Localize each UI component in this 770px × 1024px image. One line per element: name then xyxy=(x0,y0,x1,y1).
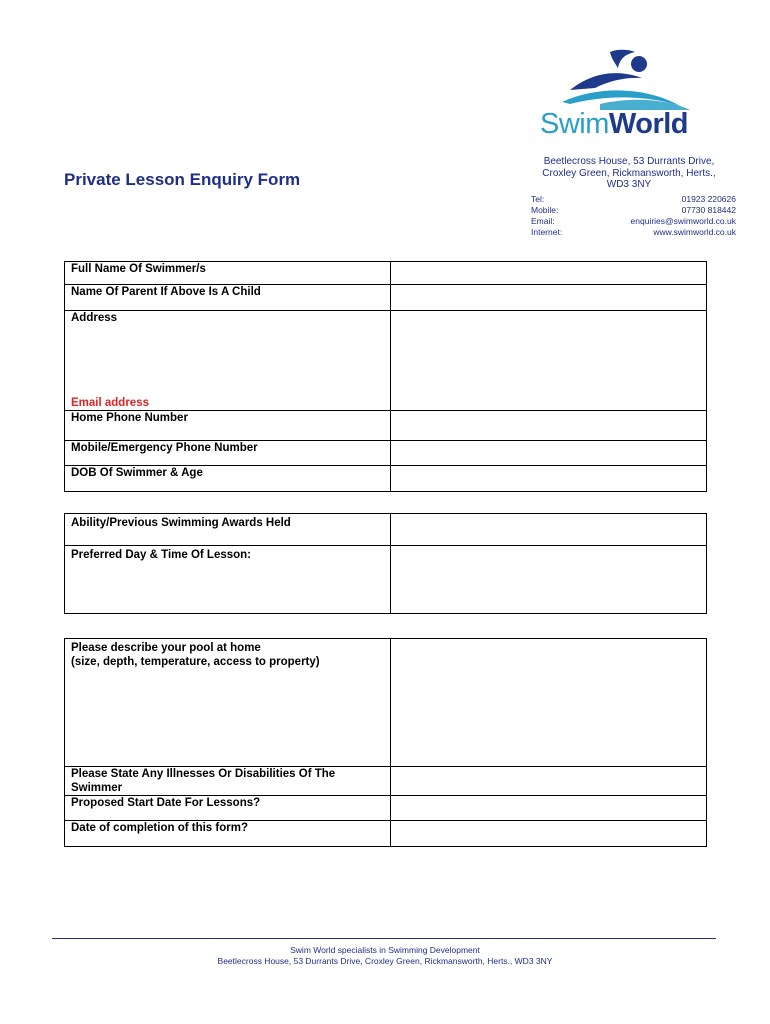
contact-mobile xyxy=(531,205,736,216)
completion-date-field[interactable] xyxy=(391,821,707,847)
contact-label: Mobile: xyxy=(531,205,559,215)
swimmer-details-table xyxy=(64,261,707,492)
lesson-preferences-table xyxy=(64,513,707,614)
address-label: Address xyxy=(71,312,118,324)
table-row xyxy=(65,466,707,492)
preferred-time-label: Preferred Day & Time Of Lesson: xyxy=(65,546,391,614)
pool-sublabel: (size, depth, temperature, access to property) xyxy=(71,656,320,668)
contact-email xyxy=(531,216,736,227)
contact-internet xyxy=(531,227,736,238)
address-line: WD3 3NY xyxy=(606,179,652,190)
contact-value[interactable]: enquiries@swimworld.co.uk xyxy=(630,216,736,226)
table-row xyxy=(65,411,707,441)
mobile-phone-field[interactable] xyxy=(391,441,707,466)
full-name-field[interactable] xyxy=(391,262,707,285)
logo-wordmark xyxy=(540,110,688,139)
table-row xyxy=(65,639,707,767)
contact-label: Tel: xyxy=(531,194,545,204)
company-address xyxy=(520,156,738,191)
start-date-field[interactable] xyxy=(391,796,707,821)
contact-value[interactable]: www.swimworld.co.uk xyxy=(653,227,736,237)
contact-label: Email: xyxy=(531,216,555,226)
contact-value: 01923 220626 xyxy=(681,194,736,204)
table-row xyxy=(65,767,707,796)
ability-label: Ability/Previous Swimming Awards Held xyxy=(65,514,391,546)
illness-label-continued: Swimmer xyxy=(71,782,123,794)
table-row xyxy=(65,796,707,821)
pool-description-field[interactable] xyxy=(391,639,707,767)
completion-date-label: Date of completion of this form? xyxy=(65,821,391,847)
address-line: Croxley Green, Rickmansworth, Herts., xyxy=(542,167,716,179)
table-row xyxy=(65,546,707,614)
dob-field[interactable] xyxy=(391,466,707,492)
preferred-time-field[interactable] xyxy=(391,546,707,614)
parent-name-label: Name Of Parent If Above Is A Child xyxy=(65,285,391,311)
mobile-phone-label: Mobile/Emergency Phone Number xyxy=(65,441,391,466)
ability-field[interactable] xyxy=(391,514,707,546)
contact-label: Internet: xyxy=(531,227,563,237)
contact-value: 07730 818442 xyxy=(681,205,736,215)
page-title: Private Lesson Enquiry Form xyxy=(64,170,301,189)
logo-swim-text: Swim xyxy=(540,108,609,140)
address-line: Beetlecross House, 53 Durrants Drive, xyxy=(543,156,715,167)
email-label: Email address xyxy=(71,397,149,409)
pool-description-cell xyxy=(65,639,391,767)
home-phone-field[interactable] xyxy=(391,411,707,441)
contact-details xyxy=(531,194,736,238)
illness-cell xyxy=(65,767,391,796)
swimworld-logo xyxy=(540,44,730,144)
dob-label: DOB Of Swimmer & Age xyxy=(65,466,391,492)
footer-address: Beetlecross House, 53 Durrants Drive, Croxley Green, Rickmansworth, Herts., WD3 3NY xyxy=(217,956,553,966)
table-row xyxy=(65,514,707,546)
footer xyxy=(0,945,770,967)
illness-label: Please State Any Illnesses Or Disabilities Of The xyxy=(71,768,336,780)
pool-label: Please describe your pool at home xyxy=(71,642,261,654)
table-row xyxy=(65,285,707,311)
home-phone-label: Home Phone Number xyxy=(65,411,391,441)
table-row xyxy=(65,441,707,466)
contact-tel xyxy=(531,194,736,205)
logo-world-text: World xyxy=(608,108,689,140)
address-email-cell xyxy=(65,311,391,411)
illness-field[interactable] xyxy=(391,767,707,796)
full-name-label: Full Name Of Swimmer/s xyxy=(65,262,391,285)
footer-tagline: Swim World specialists in Swimming Development xyxy=(290,945,480,955)
address-field[interactable] xyxy=(391,311,707,411)
parent-name-field[interactable] xyxy=(391,285,707,311)
pool-details-table xyxy=(64,638,707,847)
table-row xyxy=(65,262,707,285)
footer-divider xyxy=(52,938,716,939)
swimmer-logo-icon xyxy=(540,44,730,110)
table-row xyxy=(65,311,707,411)
table-row xyxy=(65,821,707,847)
start-date-label: Proposed Start Date For Lessons? xyxy=(65,796,391,821)
